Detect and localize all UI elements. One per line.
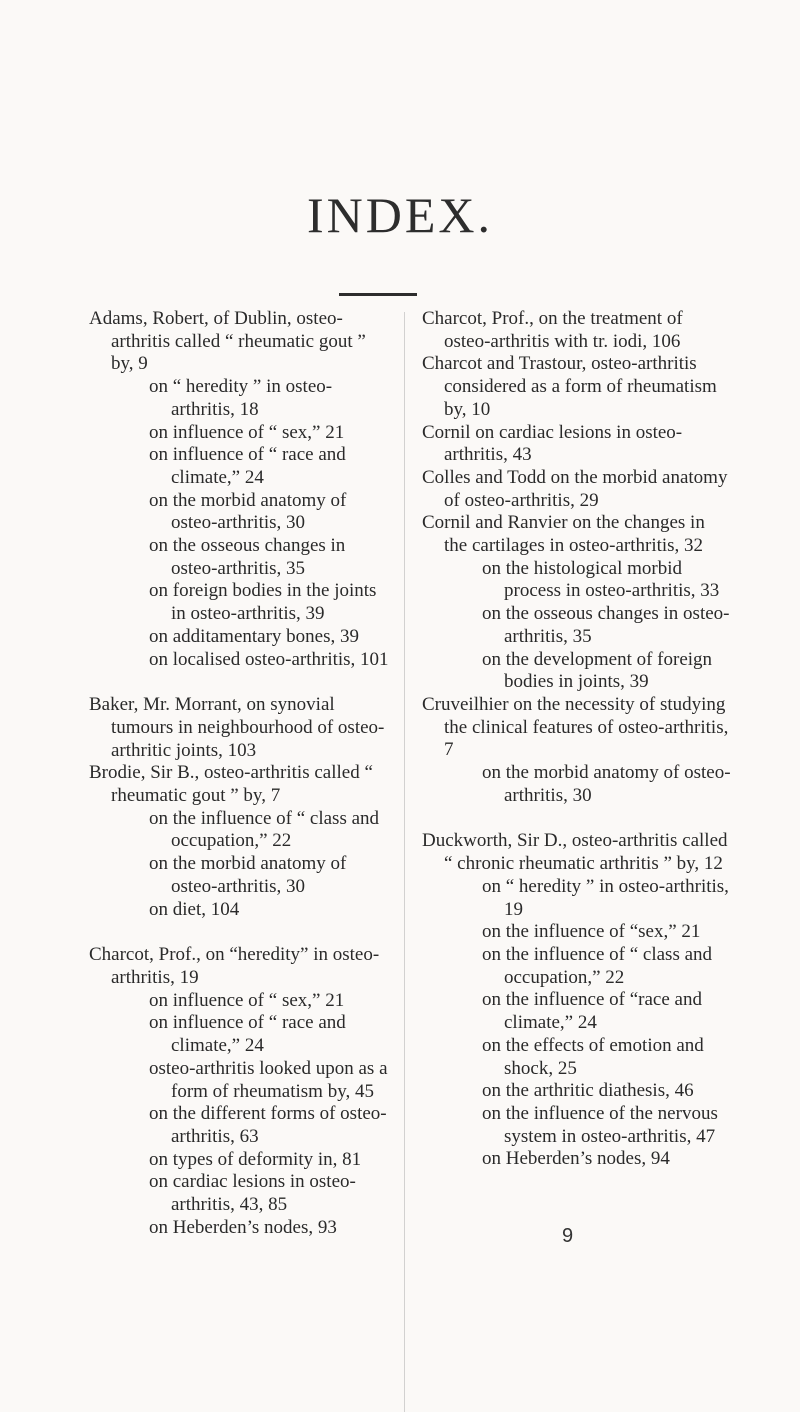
index-subentry: on the histological morbid process in osteo-arthritis, 33 <box>482 557 720 602</box>
index-subentry: on the morbid anatomy of osteo-arthritis, 30 <box>149 489 347 534</box>
index-subentry: on influence of “ race and climate,” 24 <box>149 444 346 488</box>
index-subentry: on Heberden’s nodes, 93 <box>149 1216 337 1238</box>
index-subentry: on the influence of the nervous system in osteo-arthritis, 47 <box>482 1102 718 1147</box>
index-subentry: on the osseous changes in osteo-arthritis, 35 <box>482 603 730 647</box>
right-column <box>422 308 732 1171</box>
index-subentry: osteo-arthritis looked upon as a form of rheumatism by, 45 <box>149 1057 388 1102</box>
index-subentry: on “ heredity ” in osteo-arthritis, 18 <box>149 376 333 420</box>
index-entry: Duckworth, Sir D., osteo-arthritis called “ chronic rheumatic arthritis ” by, 12 <box>422 830 728 875</box>
index-subentry: on the influence of “ class and occupation,” 22 <box>482 943 713 988</box>
index-subentry: on the development of foreign bodies in joints, 39 <box>482 648 713 693</box>
index-subentry: on additamentary bones, 39 <box>149 625 360 647</box>
index-entry: Cruveilhier on the necessity of studying the clinical features of osteo-arthritis, 7 <box>422 693 729 761</box>
index-entry: Charcot, Prof., on the treatment of osteo-arthritis with tr. iodi, 106 <box>422 308 683 352</box>
column-divider <box>404 312 405 1412</box>
index-subentry: on influence of “ sex,” 21 <box>149 989 345 1011</box>
title-rule <box>339 293 417 296</box>
index-entry: Charcot and Trastour, osteo-arthritis considered as a form of rheumatism by, 10 <box>422 353 717 420</box>
index-subentry: on influence of “ race and climate,” 24 <box>149 1012 346 1057</box>
page-number: 9 <box>562 1225 574 1247</box>
index-subentry: on Heberden’s nodes, 94 <box>482 1148 670 1170</box>
index-subentry: on the morbid anatomy of osteo-arthritis, 30 <box>149 853 347 897</box>
index-subentry: on influence of “ sex,” 21 <box>149 421 345 443</box>
index-subentry: on diet, 104 <box>149 898 240 920</box>
index-subentry: on types of deformity in, 81 <box>149 1148 362 1170</box>
index-subentry: on the effects of emotion and shock, 25 <box>482 1034 704 1079</box>
index-entry: Colles and Todd on the morbid anatomy of osteo-arthritis, 29 <box>422 466 728 511</box>
index-subentry: on the different forms of osteo-arthritis, 63 <box>149 1103 387 1147</box>
index-subentry: on cardiac lesions in osteo-arthritis, 43, 85 <box>149 1171 356 1216</box>
index-subentry: on the influence of “ class and occupation,” 22 <box>149 807 380 852</box>
index-entry: Charcot, Prof., on “heredity” in osteo-arthritis, 19 <box>89 944 380 988</box>
index-entry: Cornil and Ranvier on the changes in the cartilages in osteo-arthritis, 32 <box>422 512 705 557</box>
index-entry: Adams, Robert, of Dublin, osteo-arthritis called “ rheumatic gout ” by, 9 <box>89 308 366 375</box>
index-entry: Brodie, Sir B., osteo-arthritis called “ rheumatic gout ” by, 7 <box>89 762 373 807</box>
index-entry: Baker, Mr. Morrant, on synovial tumours in neighbourhood of osteo-arthritic joints, 103 <box>89 694 385 761</box>
index-subentry: on the osseous changes in osteo-arthritis, 35 <box>149 535 346 579</box>
left-column <box>89 308 389 1239</box>
index-subentry: on the influence of “sex,” 21 <box>482 921 701 943</box>
index-entry: Cornil on cardiac lesions in osteo-arthritis, 43 <box>422 421 683 466</box>
index-subentry: on localised osteo-arthritis, 101 <box>149 648 389 670</box>
page-title: INDEX. <box>306 187 494 243</box>
index-subentry: on the arthritic diathesis, 46 <box>482 1080 694 1102</box>
index-subentry: on foreign bodies in the joints in osteo-arthritis, 39 <box>149 580 377 625</box>
index-subentry: on “ heredity ” in osteo-arthritis, 19 <box>482 875 729 920</box>
index-subentry: on the morbid anatomy of osteo-arthritis, 30 <box>482 762 731 806</box>
index-subentry: on the influence of “race and climate,” 24 <box>482 989 702 1034</box>
